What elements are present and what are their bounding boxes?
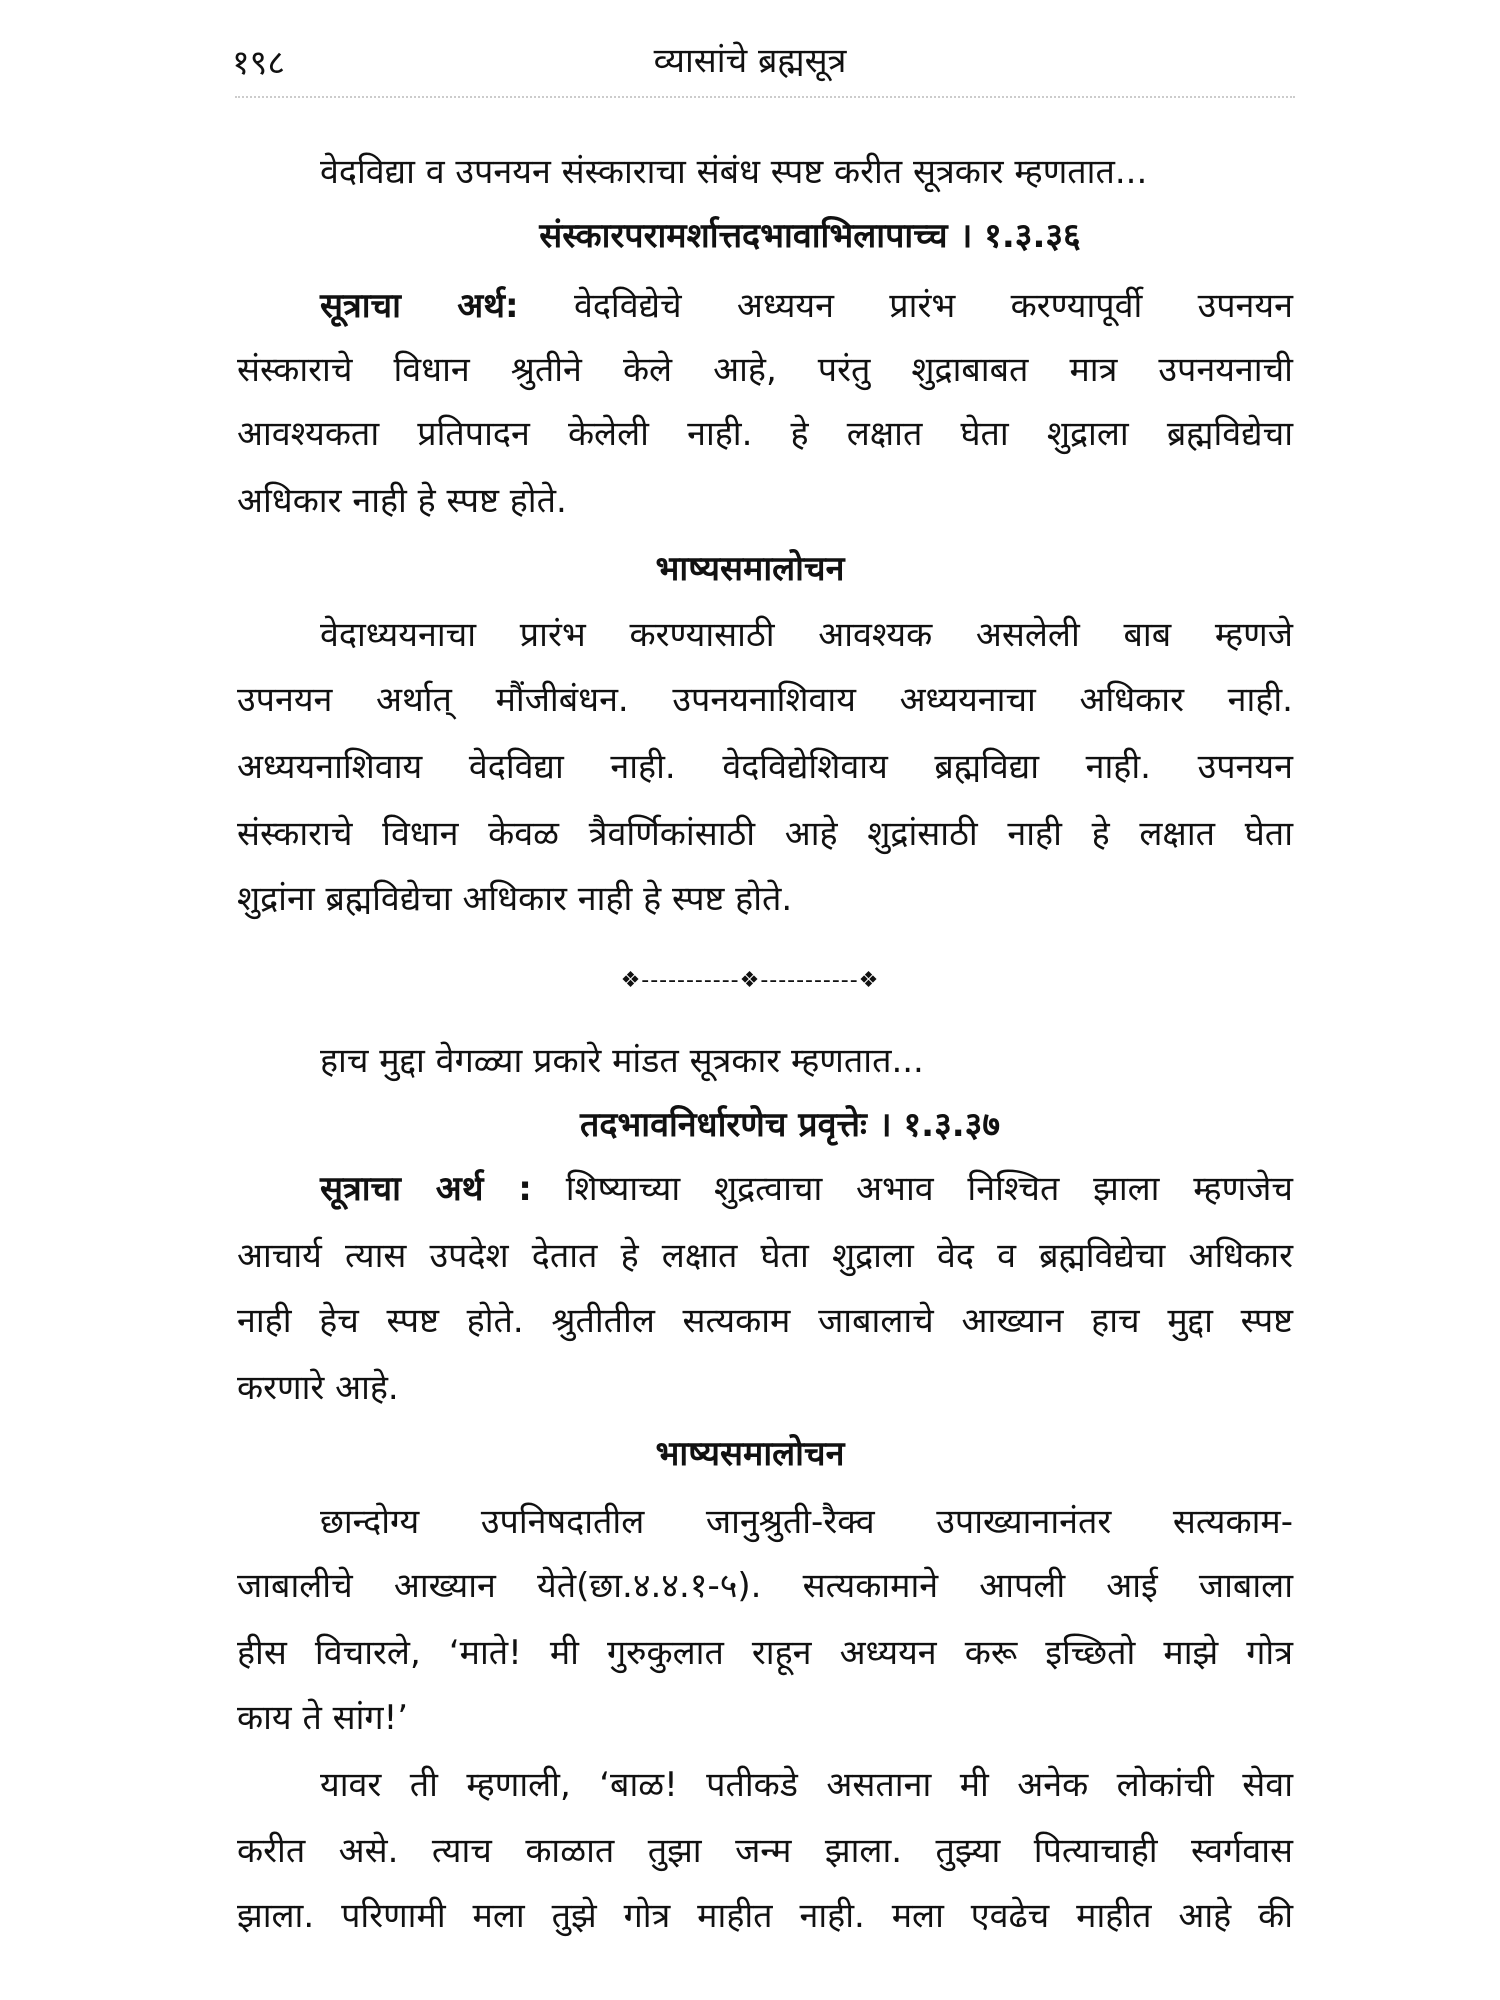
body-line: करीत असे. त्याच काळात तुझा जन्म झाला. तुझ्या पित्याचाही स्वर्गवास (237, 1831, 1293, 1871)
meaning-line: करणारे आहे. (237, 1368, 399, 1408)
meaning-line: आवश्यकता प्रतिपादन केलेली नाही. हे लक्षात घेता शुद्राला ब्रह्मविद्येचा (237, 414, 1293, 454)
body-line: वेदाध्ययनाचा प्रारंभ करण्यासाठी आवश्यक असलेली बाब म्हणजे (320, 615, 1293, 655)
body-line: हीस विचारले, ‘माते! मी गुरुकुलात राहून अध्ययन करू इच्छितो माझे गोत्र (237, 1633, 1293, 1673)
meaning-line: अधिकार नाही हे स्पष्ट होते. (237, 481, 567, 521)
page-number: १९८ (232, 43, 286, 83)
sutra-heading: संस्कारपरामर्शात्तदभावाभिलापाच्च । १.३.३६ (539, 216, 1081, 256)
body-line: यावर ती म्हणाली, ‘बाळ! पतीकडे असताना मी अनेक लोकांची सेवा (320, 1765, 1293, 1805)
intro-text: हाच मुद्दा वेगळ्या प्रकारे मांडत सूत्रकार म्हणतात... (320, 1041, 924, 1081)
sutra-heading: तदभावनिर्धारणेच प्रवृत्तेः । १.३.३७ (579, 1105, 1001, 1145)
section-separator: ❖-----------❖-----------❖ (620, 968, 880, 993)
sutra-meaning (320, 284, 1293, 328)
meaning-label: सूत्राचा अर्थ: (320, 286, 519, 326)
intro-text: वेदविद्या व उपनयन संस्काराचा संबंध स्पष्ट करीत सूत्रकार म्हणतात... (320, 152, 1148, 192)
body-line: जाबालीचे आख्यान येते(छा.४.४.१-५). सत्यकामाने आपली आई जाबाला (237, 1566, 1293, 1606)
header-rule (235, 96, 1295, 98)
meaning-line: आचार्य त्यास उपदेश देतात हे लक्षात घेता शुद्राला वेद व ब्रह्मविद्येचा अधिकार (237, 1236, 1293, 1276)
body-line: शुद्रांना ब्रह्मविद्येचा अधिकार नाही हे स्पष्ट होते. (237, 879, 793, 919)
body-line: संस्काराचे विधान केवळ त्रैवर्णिकांसाठी आहे शुद्रांसाठी नाही हे लक्षात घेता (237, 814, 1293, 854)
meaning-line: शिष्याच्या शुद्रत्वाचा अभाव निश्चित झाला म्हणजेच (565, 1169, 1293, 1209)
running-title: व्यासांचे ब्रह्मसूत्र (653, 41, 847, 81)
section-heading: भाष्यसमालोचन (655, 549, 845, 589)
meaning-line: वेदविद्येचे अध्ययन प्रारंभ करण्यापूर्वी उपनयन (573, 286, 1294, 326)
meaning-label: सूत्राचा अर्थ : (320, 1169, 532, 1209)
body-line: काय ते सांग!’ (237, 1698, 409, 1738)
sutra-meaning (320, 1167, 1293, 1211)
meaning-line: नाही हेच स्पष्ट होते. श्रुतीतील सत्यकाम जाबालाचे आख्यान हाच मुद्दा स्पष्ट (237, 1301, 1293, 1341)
body-line: अध्ययनाशिवाय वेदविद्या नाही. वेदविद्येशिवाय ब्रह्मविद्या नाही. उपनयन (237, 747, 1293, 787)
section-heading: भाष्यसमालोचन (655, 1434, 845, 1474)
body-line: छान्दोग्य उपनिषदातील जानुश्रुती-रैक्व उपाख्यानानंतर सत्यकाम- (320, 1502, 1293, 1542)
body-line: उपनयन अर्थात् मौंजीबंधन. उपनयनाशिवाय अध्ययनाचा अधिकार नाही. (237, 680, 1293, 720)
body-line: झाला. परिणामी मला तुझे गोत्र माहीत नाही. मला एवढेच माहीत आहे की (237, 1896, 1293, 1936)
meaning-line: संस्काराचे विधान श्रुतीने केले आहे, परंतु शुद्राबाबत मात्र उपनयनाची (237, 350, 1293, 390)
